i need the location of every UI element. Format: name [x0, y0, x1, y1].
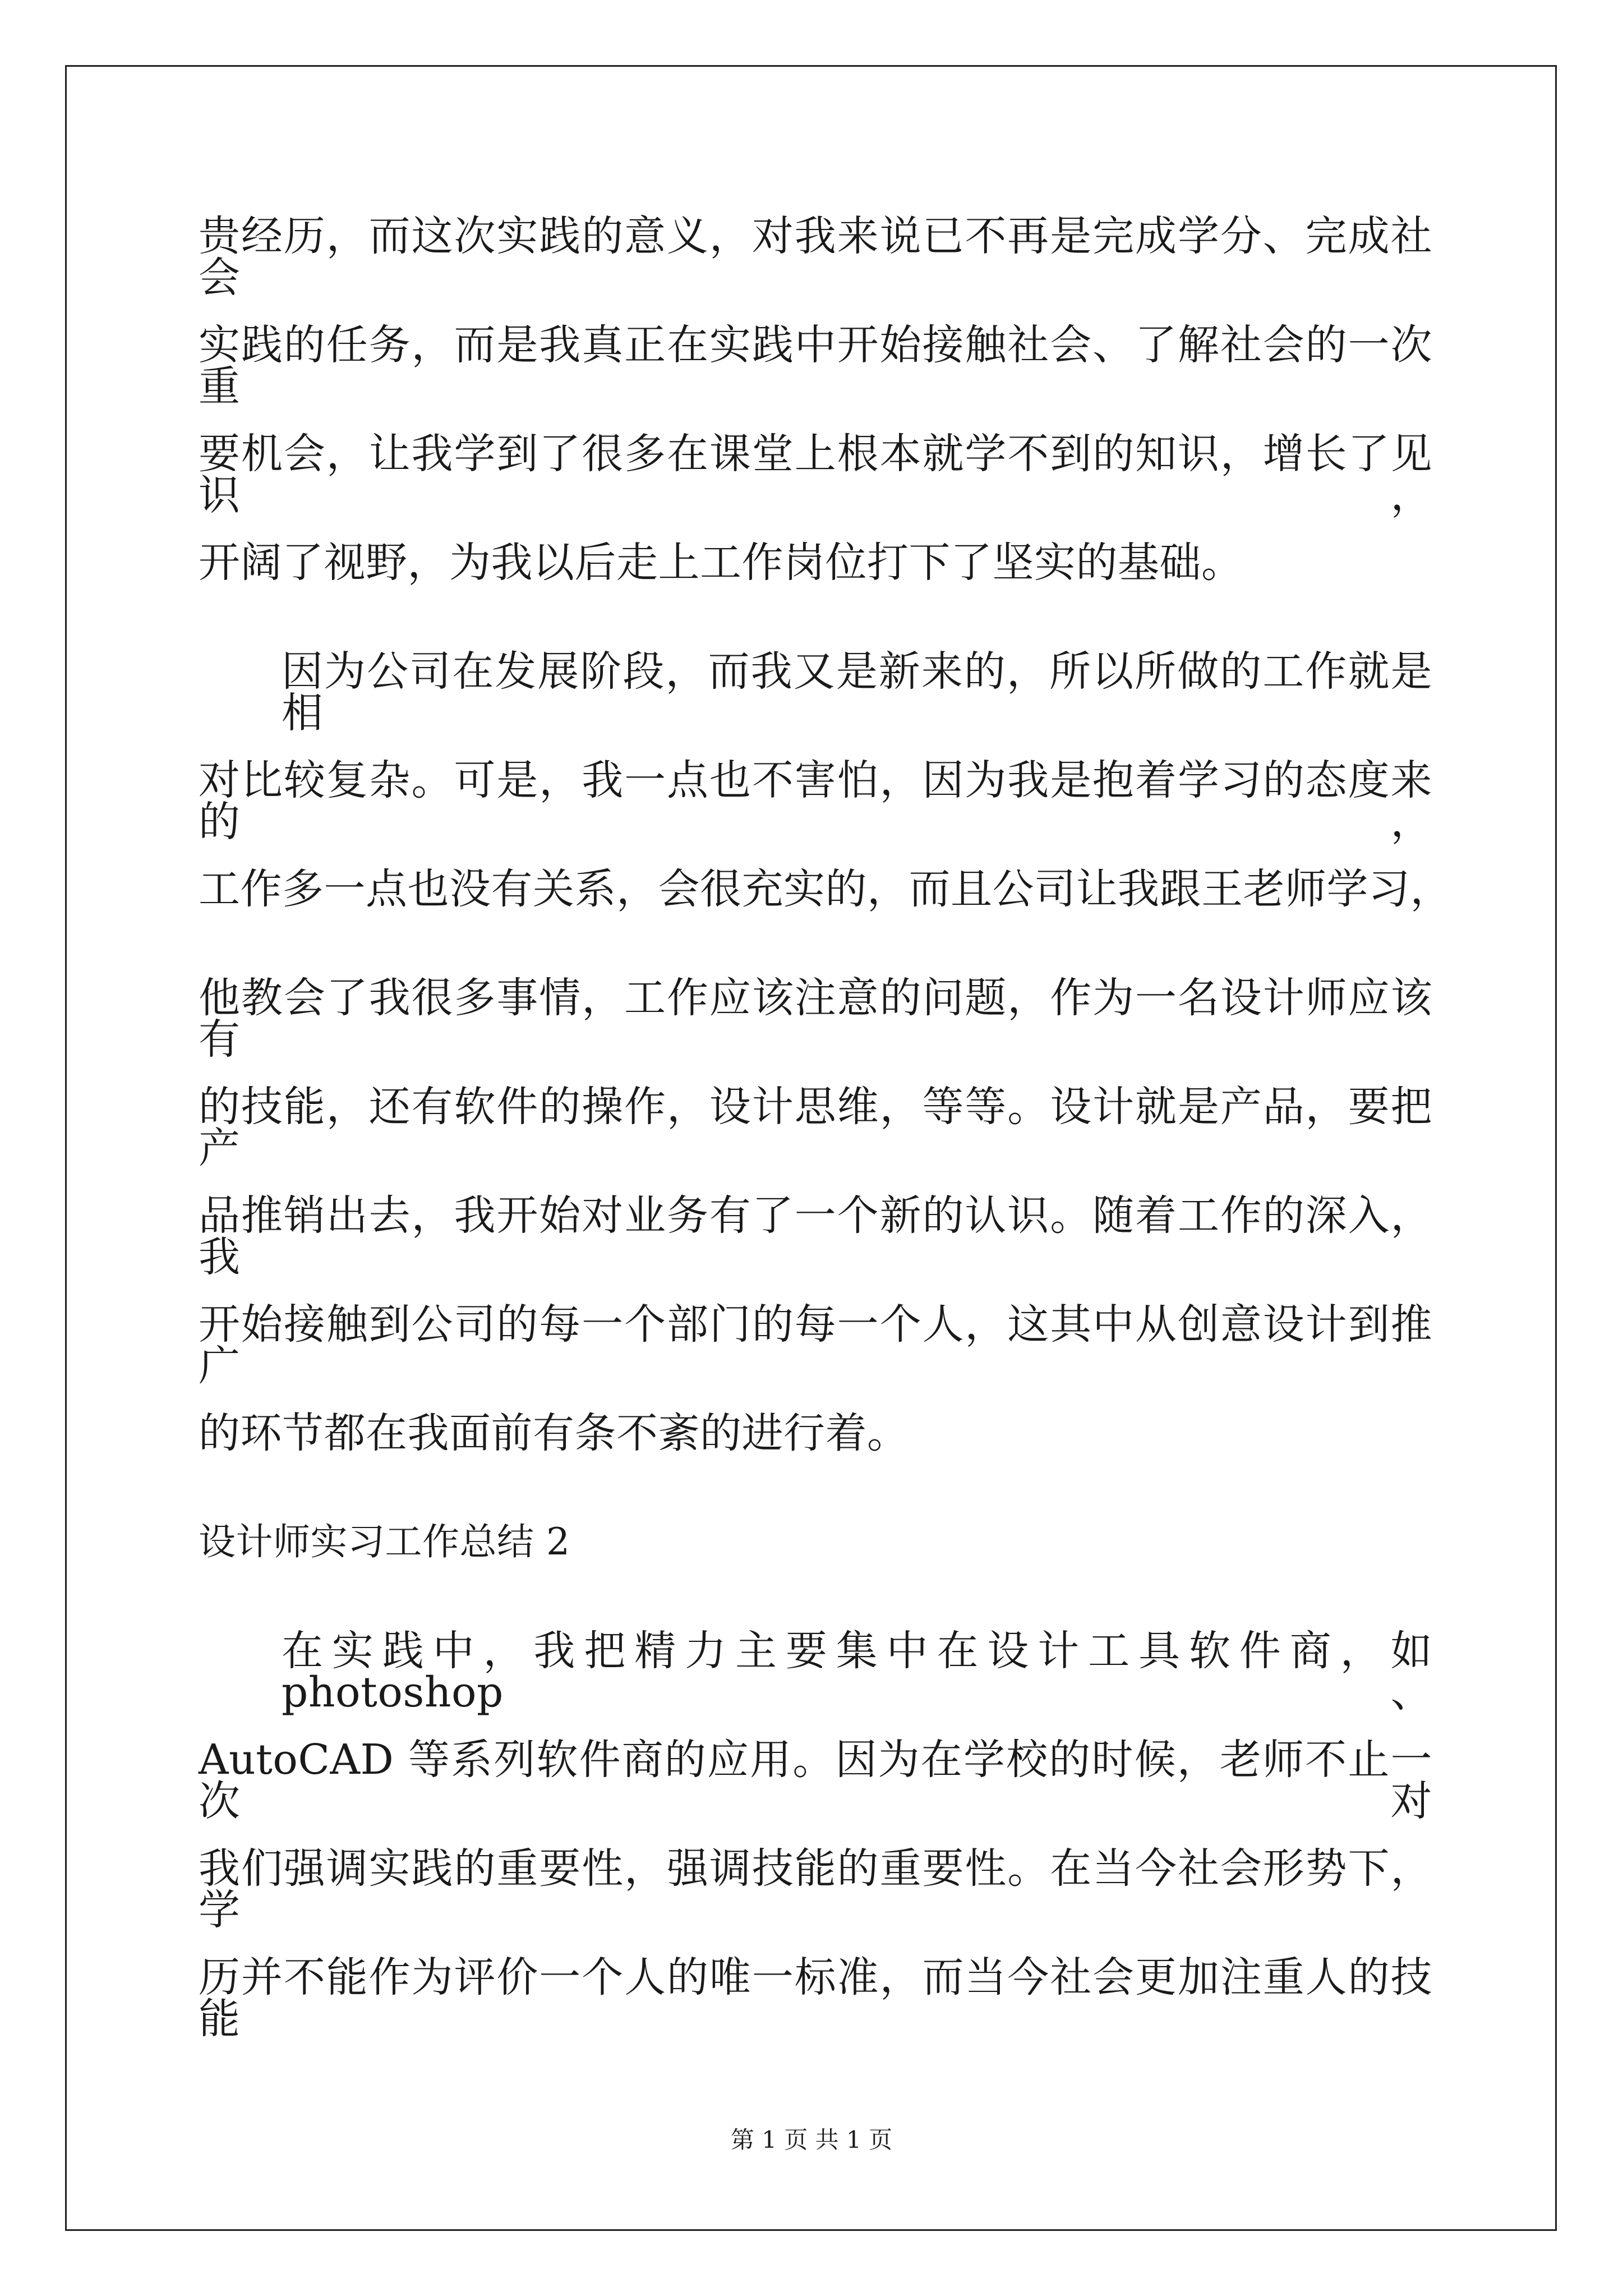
- paragraph-line: 开阔了视野，为我以后走上工作岗位打下了坚实的基础。: [199, 539, 1243, 587]
- paragraph-line: 要机会，让我学到了很多在课堂上根本就学不到的知识，增长了见识，: [199, 430, 1432, 519]
- paragraph-line: 的技能，还有软件的操作，设计思维，等等。设计就是产品，要把产: [199, 1083, 1432, 1172]
- paragraph-line: 的环节都在我面前有条不紊的进行着。: [199, 1409, 909, 1457]
- paragraph-line: 历并不能作为评价一个人的唯一标准，而当今社会更加注重人的技能: [199, 1953, 1432, 2043]
- paragraph-line: 工作多一点也没有关系，会很充实的，而且公司让我跟王老师学习，: [199, 865, 1452, 913]
- paragraph-line: 开始接触到公司的每一个部门的每一个人，这其中从创意设计到推广: [199, 1300, 1432, 1390]
- document-body: [199, 212, 1452, 2065]
- section-heading: 设计师实习工作总结 2: [199, 1520, 570, 1563]
- paragraph-line: 他教会了我很多事情，工作应该注意的问题，作为一名设计师应该有: [199, 974, 1432, 1064]
- paragraph-line: 实践的任务，而是我真正在实践中开始接触社会、了解社会的一次重: [199, 321, 1432, 411]
- paragraph-line: AutoCAD 等系列软件商的应用。因为在学校的时候，老师不止一次对: [199, 1736, 1432, 1825]
- paragraph-line: 品推销出去，我开始对业务有了一个新的认识。随着工作的深入，我: [199, 1191, 1432, 1281]
- paragraph-line: 对比较复杂。可是，我一点也不害怕，因为我是抱着学习的态度来的，: [199, 756, 1432, 846]
- paragraph-line: 因为公司在发展阶段，而我又是新来的，所以所做的工作就是相: [282, 647, 1432, 737]
- paragraph-line: 我们强调实践的重要性，强调技能的重要性。在当今社会形势下，学: [199, 1844, 1432, 1934]
- paragraph-line: 在实践中，我把精力主要集中在设计工具软件商，如 photoshop、: [282, 1627, 1432, 1717]
- paragraph-line: 贵经历，而这次实践的意义，对我来说已不再是完成学分、完成社会: [199, 212, 1432, 302]
- page-footer: 第 1 页 共 1 页: [730, 2126, 893, 2154]
